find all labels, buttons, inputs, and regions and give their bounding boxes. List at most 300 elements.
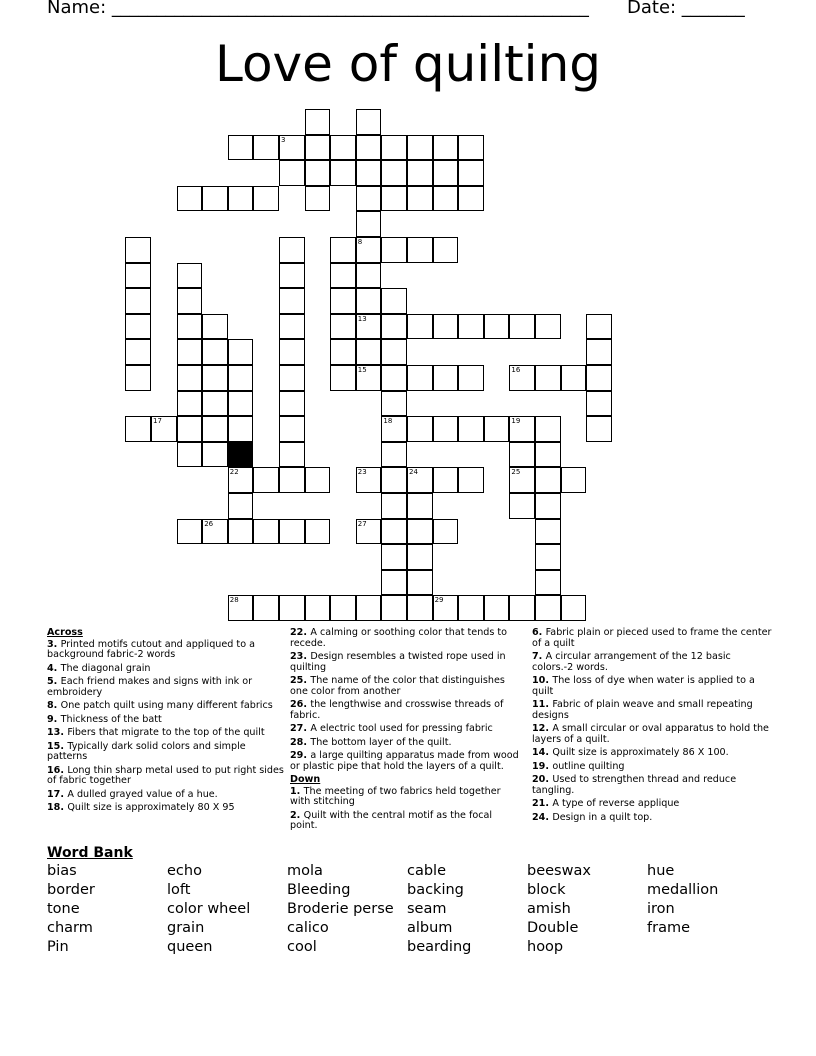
grid-cell[interactable] [433, 160, 459, 186]
grid-cell[interactable] [202, 416, 228, 442]
grid-cell[interactable] [407, 570, 433, 596]
grid-cell[interactable] [484, 595, 510, 621]
grid-cell[interactable] [228, 391, 254, 417]
clue-number: 16 [511, 366, 521, 374]
grid-cell[interactable] [433, 467, 459, 493]
grid-cell[interactable] [228, 493, 254, 519]
word-bank-word: bearding [407, 939, 472, 955]
clue-text: A calming or soothing color that tends to recede. [290, 627, 508, 649]
clue-item [47, 701, 287, 712]
grid-cell[interactable] [330, 288, 356, 314]
grid-cell[interactable] [202, 442, 228, 468]
grid-cell[interactable] [381, 339, 407, 365]
grid-cell[interactable] [586, 339, 612, 365]
grid-cell[interactable] [433, 416, 459, 442]
down-clue-list [290, 787, 520, 832]
grid-cell[interactable] [535, 493, 561, 519]
grid-cell[interactable] [356, 519, 382, 545]
grid-cell[interactable] [458, 135, 484, 161]
grid-cell[interactable] [228, 339, 254, 365]
clue-text: The name of the color that distinguishes one color from another [290, 675, 505, 697]
grid-cell[interactable] [407, 237, 433, 263]
clue-number: 3 [281, 135, 286, 144]
grid-cell[interactable] [509, 467, 535, 493]
grid-cell[interactable] [151, 416, 177, 442]
grid-cell[interactable] [433, 314, 459, 340]
grid-cell[interactable] [535, 595, 561, 621]
clue-item [290, 700, 520, 721]
grid-cell[interactable] [484, 314, 510, 340]
clue-item [532, 799, 772, 810]
clue-item [47, 664, 287, 675]
grid-cell[interactable] [433, 237, 459, 263]
grid-cell[interactable] [433, 135, 459, 161]
grid-cell[interactable] [279, 595, 305, 621]
grid-cell[interactable] [279, 339, 305, 365]
clues-column-3 [532, 628, 772, 826]
grid-cell[interactable] [279, 442, 305, 468]
clue-item [290, 628, 520, 649]
grid-cell[interactable] [305, 467, 331, 493]
grid-cell[interactable] [381, 365, 407, 391]
clue-number: 19. [532, 760, 553, 772]
clue-number: 29 [434, 596, 444, 605]
clue-number: 26 [204, 519, 214, 528]
grid-cell[interactable] [535, 416, 561, 442]
date-field[interactable]: Date: _______ [627, 0, 745, 18]
word-bank-word: hoop [527, 939, 564, 955]
grid-cell[interactable] [381, 237, 407, 263]
word-bank-word: Pin [47, 939, 69, 955]
clue-number: 17. [47, 788, 68, 800]
grid-cell[interactable] [330, 339, 356, 365]
clue-number: 1. [290, 785, 304, 797]
clue-text: The bottom layer of the quilt. [310, 736, 452, 748]
grid-cell[interactable] [407, 314, 433, 340]
clue-text: The meeting of two fabrics held together with stitching [290, 785, 501, 807]
grid-cell[interactable] [279, 365, 305, 391]
grid-cell[interactable] [381, 519, 407, 545]
grid-cell[interactable] [279, 135, 305, 161]
grid-cell[interactable] [177, 391, 203, 417]
clue-item [47, 766, 287, 787]
grid-cell[interactable] [356, 211, 382, 237]
clue-number: 26. [290, 699, 311, 710]
grid-cell[interactable] [330, 160, 356, 186]
grid-cell[interactable] [125, 237, 151, 263]
grid-cell[interactable] [509, 365, 535, 391]
clue-number: 18. [47, 802, 68, 813]
grid-cell[interactable] [253, 186, 279, 212]
grid-cell[interactable] [356, 595, 382, 621]
clue-item [290, 787, 520, 808]
grid-cell[interactable] [279, 160, 305, 186]
word-bank-word: album [407, 920, 453, 936]
grid-cell[interactable] [381, 314, 407, 340]
grid-cell[interactable] [356, 288, 382, 314]
grid-cell[interactable] [535, 467, 561, 493]
grid-cell[interactable] [228, 135, 254, 161]
page-title: Love of quilting [214, 35, 602, 93]
word-bank-word: loft [167, 882, 191, 898]
grid-cell[interactable] [125, 365, 151, 391]
clue-item [532, 676, 772, 697]
word-bank-word: backing [407, 882, 464, 898]
clue-number: 25 [511, 468, 521, 477]
clue-item [532, 775, 772, 796]
word-bank-word: cable [407, 863, 447, 879]
grid-cell[interactable] [407, 493, 433, 519]
clue-number: 6. [532, 627, 546, 638]
word-bank-word: medallion [647, 882, 719, 898]
clue-number: 10. [532, 675, 553, 686]
grid-cell[interactable] [433, 365, 459, 391]
clue-text: outline quilting [552, 760, 625, 772]
clue-number: 22 [229, 468, 239, 477]
grid-cell[interactable] [509, 493, 535, 519]
clue-number: 28. [290, 736, 311, 748]
clue-text: Typically dark solid colors and simple patterns [47, 740, 246, 762]
clue-number: 12. [532, 723, 553, 734]
clue-number: 8. [47, 700, 61, 711]
clue-number: 23. [290, 651, 311, 662]
grid-cell[interactable] [356, 339, 382, 365]
grid-cell[interactable] [535, 314, 561, 340]
grid-cell[interactable] [535, 442, 561, 468]
name-field[interactable]: Name: _____________________________________________________ [47, 0, 589, 18]
grid-cell[interactable] [381, 467, 407, 493]
grid-cell[interactable] [381, 160, 407, 186]
clue-number: 11. [532, 699, 553, 710]
grid-cell[interactable] [202, 314, 228, 340]
grid-cell[interactable] [202, 391, 228, 417]
grid-cell[interactable] [586, 314, 612, 340]
word-bank-word: amish [527, 901, 571, 917]
clue-item [532, 813, 772, 824]
grid-cell[interactable] [407, 416, 433, 442]
grid-cell[interactable] [125, 314, 151, 340]
clue-text: Fibers that migrate to the top of the quilt [67, 727, 265, 738]
clue-number: 15 [357, 366, 367, 374]
clue-number: 25. [290, 675, 311, 686]
grid-cell[interactable] [381, 186, 407, 212]
header [47, 0, 767, 20]
word-bank-word: mola [287, 863, 323, 879]
grid-cell[interactable] [356, 186, 382, 212]
grid-cell[interactable] [381, 416, 407, 442]
word-bank-word: hue [647, 863, 675, 879]
word-bank-word: calico [287, 920, 329, 936]
clue-number: 24 [409, 468, 418, 477]
grid-cell[interactable] [561, 595, 587, 621]
clue-item [532, 748, 772, 759]
clue-text: A small circular or oval apparatus to hold the layers of a quilt. [532, 723, 769, 745]
clue-item [532, 628, 772, 649]
word-bank-word: queen [167, 939, 213, 955]
grid-cell[interactable] [535, 519, 561, 545]
clue-item [290, 738, 520, 749]
clue-number: 29. [290, 750, 311, 761]
word-bank-word: Bleeding [287, 882, 351, 898]
clue-number: 9. [47, 713, 61, 725]
clue-item [290, 652, 520, 673]
grid-cell[interactable] [125, 339, 151, 365]
clue-item [47, 803, 287, 814]
grid-cell[interactable] [407, 186, 433, 212]
clue-text: One patch quilt using many different fabrics [60, 700, 273, 711]
clue-number: 13 [357, 314, 367, 323]
grid-cell[interactable] [535, 544, 561, 570]
across-clue-list-continued [290, 628, 520, 772]
grid-cell[interactable] [305, 160, 331, 186]
clue-number: 5. [47, 676, 61, 687]
word-bank-title: Word Bank [47, 845, 133, 861]
word-bank-word: frame [647, 920, 690, 936]
grid-cell[interactable] [484, 416, 510, 442]
word-bank-word: grain [167, 920, 205, 936]
grid-cell[interactable] [356, 237, 382, 263]
clue-number: 15. [47, 740, 68, 752]
grid-cell[interactable] [177, 442, 203, 468]
clue-number: 13. [47, 727, 68, 738]
grid-cell[interactable] [535, 570, 561, 596]
grid-cell[interactable] [381, 595, 407, 621]
grid-cell[interactable] [177, 288, 203, 314]
grid-cell[interactable] [228, 595, 254, 621]
grid-cell[interactable] [177, 263, 203, 289]
grid-cell[interactable] [305, 109, 331, 135]
grid-cell[interactable] [177, 365, 203, 391]
grid-cell[interactable] [586, 391, 612, 417]
grid-cell[interactable] [586, 365, 612, 391]
grid-cell[interactable] [458, 416, 484, 442]
grid-cell[interactable] [228, 467, 254, 493]
grid-cell[interactable] [125, 288, 151, 314]
grid-cell[interactable] [305, 135, 331, 161]
clue-number: 21. [532, 798, 553, 809]
grid-cell[interactable] [458, 186, 484, 212]
clue-number: 24. [532, 811, 553, 823]
clue-text: A electric tool used for pressing fabric [310, 723, 493, 734]
grid-cell[interactable] [202, 186, 228, 212]
clue-text: A type of reverse applique [552, 798, 680, 809]
clue-number: 7. [532, 651, 546, 662]
grid-cell[interactable] [202, 339, 228, 365]
grid-cell[interactable] [381, 391, 407, 417]
grid-cell[interactable] [305, 519, 331, 545]
grid-cell[interactable] [509, 595, 535, 621]
clue-number: 27 [357, 519, 367, 528]
clue-text: The diagonal grain [60, 662, 151, 674]
grid-cell[interactable] [330, 263, 356, 289]
grid-cell[interactable] [228, 365, 254, 391]
clue-item [532, 762, 772, 773]
clue-item [290, 724, 520, 735]
grid-cell[interactable] [177, 314, 203, 340]
clue-text: A circular arrangement of the 12 basic colors.-2 words. [532, 651, 731, 673]
word-bank-word: border [47, 882, 95, 898]
clue-text: Quilt size is approximately 80 X 95 [67, 802, 235, 813]
grid-cell[interactable] [330, 237, 356, 263]
grid-cell[interactable] [586, 416, 612, 442]
clue-text: Fabric of plain weave and small repeating designs [532, 699, 753, 721]
clue-item [47, 742, 287, 763]
clue-number: 23 [357, 468, 367, 477]
grid-cell[interactable] [228, 416, 254, 442]
grid-cell[interactable] [125, 416, 151, 442]
grid-cell[interactable] [433, 186, 459, 212]
down-clue-list-continued [532, 628, 772, 823]
grid-cell[interactable] [279, 391, 305, 417]
grid-cell[interactable] [381, 288, 407, 314]
grid-cell[interactable] [381, 442, 407, 468]
grid-cell[interactable] [177, 519, 203, 545]
clue-text: the lengthwise and crosswise threads of fabric. [290, 699, 504, 721]
clue-item [47, 728, 287, 739]
grid-cell[interactable] [253, 595, 279, 621]
word-bank-word: charm [47, 920, 93, 936]
grid-cell[interactable] [407, 135, 433, 161]
grid-cell[interactable] [561, 467, 587, 493]
grid-cell[interactable] [561, 365, 587, 391]
grid-cell[interactable] [279, 314, 305, 340]
clue-text: Design in a quilt top. [552, 811, 653, 823]
grid-cell[interactable] [356, 365, 382, 391]
clue-text: Used to strengthen thread and reduce tangling. [532, 774, 737, 796]
grid-cell[interactable] [509, 442, 535, 468]
grid-cell[interactable] [509, 314, 535, 340]
grid-cell[interactable] [356, 467, 382, 493]
grid-cell[interactable] [407, 595, 433, 621]
grid-cell[interactable] [407, 467, 433, 493]
grid-cell[interactable] [407, 519, 433, 545]
grid-cell[interactable] [125, 263, 151, 289]
grid-block [228, 442, 254, 468]
grid-cell[interactable] [253, 519, 279, 545]
grid-cell[interactable] [458, 160, 484, 186]
grid-cell[interactable] [202, 365, 228, 391]
grid-cell[interactable] [356, 135, 382, 161]
clue-text: Long thin sharp metal used to put right sides of fabric together [47, 764, 284, 786]
clue-item [47, 790, 287, 801]
grid-cell[interactable] [381, 544, 407, 570]
clue-text: Each friend makes and signs with ink or embroidery [47, 676, 253, 698]
clue-text: Design resembles a twisted rope used in quilting [290, 651, 506, 673]
grid-cell[interactable] [407, 160, 433, 186]
clue-item [532, 700, 772, 721]
clue-number: 3. [47, 638, 61, 650]
clue-item [47, 640, 287, 661]
grid-cell[interactable] [228, 519, 254, 545]
grid-cell[interactable] [356, 160, 382, 186]
clue-item [47, 715, 287, 726]
word-bank-word: cool [287, 939, 317, 955]
clue-item [532, 724, 772, 745]
clue-number: 8 [357, 238, 363, 246]
clue-item [290, 811, 520, 832]
clue-number: 14. [532, 747, 553, 758]
clue-item [290, 751, 520, 772]
clue-text: Fabric plain or pieced used to frame the center of a quilt [532, 627, 772, 649]
clue-number: 4. [47, 662, 61, 674]
grid-cell[interactable] [433, 519, 459, 545]
grid-cell[interactable] [458, 595, 484, 621]
grid-cell[interactable] [381, 570, 407, 596]
grid-cell[interactable] [253, 135, 279, 161]
grid-cell[interactable] [330, 365, 356, 391]
grid-cell[interactable] [407, 365, 433, 391]
word-bank-word: color wheel [167, 901, 251, 917]
clue-text: Thickness of the batt [60, 713, 162, 725]
word-bank-word: echo [167, 863, 202, 879]
across-heading: Across [47, 627, 83, 638]
grid-cell[interactable] [330, 314, 356, 340]
clue-number: 18 [383, 417, 393, 426]
word-bank-word: seam [407, 901, 447, 917]
grid-cell[interactable] [356, 263, 382, 289]
clue-text: a large quilting apparatus made from wood or plastic pipe that hold the layers of a quilt. [290, 750, 519, 772]
grid-cell[interactable] [433, 595, 459, 621]
clue-number: 2. [290, 809, 304, 821]
down-heading: Down [290, 774, 321, 785]
clue-number: 19 [511, 417, 521, 426]
grid-cell[interactable] [177, 339, 203, 365]
clue-number: 22. [290, 627, 311, 638]
grid-cell[interactable] [330, 135, 356, 161]
grid-cell[interactable] [407, 544, 433, 570]
grid-cell[interactable] [535, 365, 561, 391]
grid-cell[interactable] [202, 519, 228, 545]
grid-cell[interactable] [509, 416, 535, 442]
word-bank-word: iron [647, 901, 675, 917]
clue-number: 27. [290, 723, 311, 734]
grid-cell[interactable] [356, 314, 382, 340]
grid-cell[interactable] [177, 416, 203, 442]
grid-cell[interactable] [458, 365, 484, 391]
grid-cell[interactable] [177, 186, 203, 212]
grid-cell[interactable] [279, 467, 305, 493]
word-bank-word: block [527, 882, 566, 898]
across-clue-list [47, 640, 287, 814]
grid-cell[interactable] [356, 109, 382, 135]
grid-cell[interactable] [279, 519, 305, 545]
clue-text: The loss of dye when water is applied to a quilt [532, 675, 755, 697]
grid-cell[interactable] [305, 595, 331, 621]
clue-text: Quilt with the central motif as the focal point. [290, 809, 493, 831]
grid-cell[interactable] [253, 467, 279, 493]
grid-cell[interactable] [381, 493, 407, 519]
clue-number: 20. [532, 774, 553, 785]
grid-cell[interactable] [228, 186, 254, 212]
clue-text: Printed motifs cutout and appliqued to a background fabric-2 words [47, 638, 255, 660]
grid-cell[interactable] [330, 595, 356, 621]
clue-number: 16. [47, 764, 68, 776]
word-bank-word: tone [47, 901, 80, 917]
clues-column-2 [290, 628, 520, 835]
clue-item [47, 677, 287, 698]
grid-cell[interactable] [381, 135, 407, 161]
grid-cell[interactable] [279, 416, 305, 442]
grid-cell[interactable] [279, 263, 305, 289]
grid-cell[interactable] [458, 314, 484, 340]
word-bank-word: Double [527, 920, 579, 936]
clue-item [532, 652, 772, 673]
grid-cell[interactable] [279, 237, 305, 263]
grid-cell[interactable] [279, 288, 305, 314]
grid-cell[interactable] [458, 467, 484, 493]
clue-item [290, 676, 520, 697]
grid-cell[interactable] [305, 186, 331, 212]
